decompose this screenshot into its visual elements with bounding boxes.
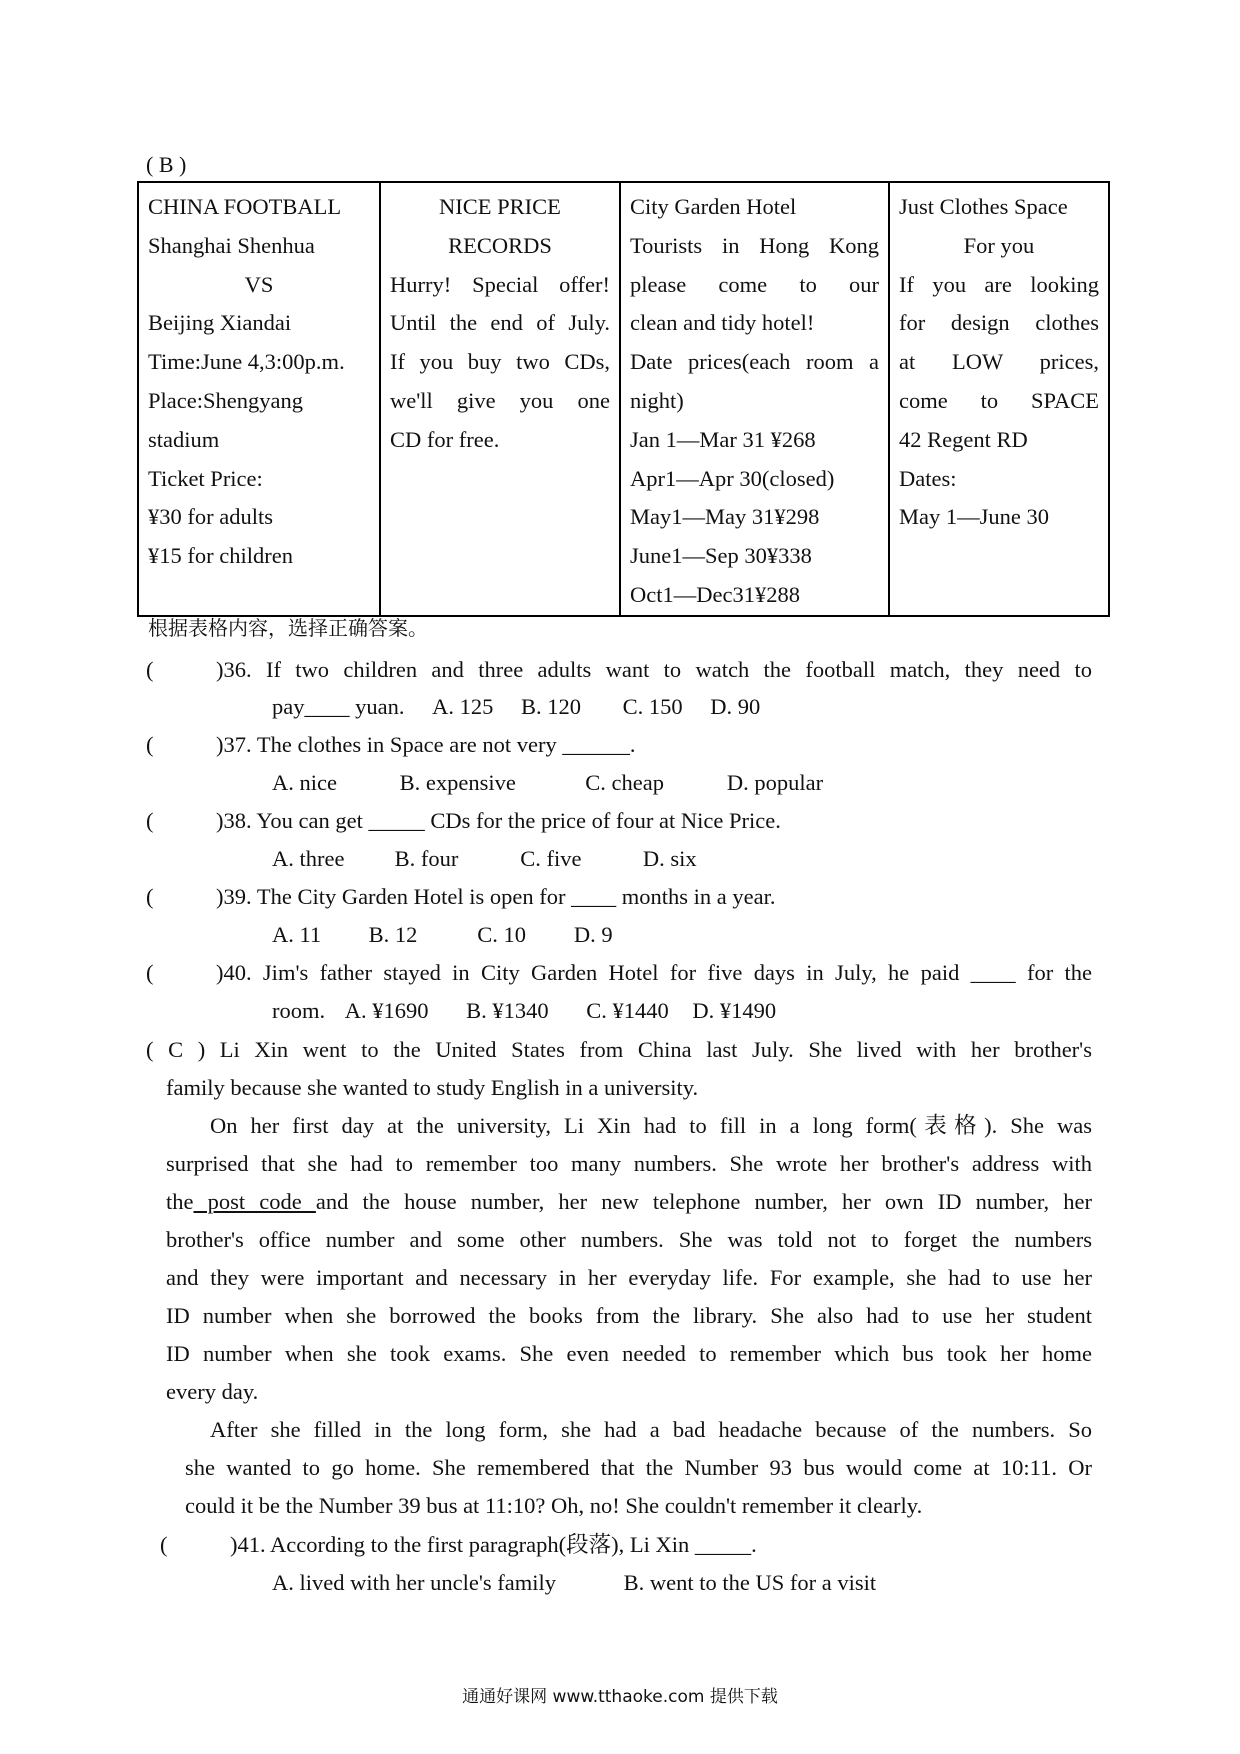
ad-line: 42 Regent RD [899, 426, 1028, 452]
ad-line: ¥30 for adults [148, 504, 273, 530]
option-37-c: C. cheap [585, 770, 664, 795]
ad-line: Oct1—Dec31¥288 [630, 581, 800, 607]
passage-c-p2-line7: ID number when she took exams. She even needed to remember which bus took her home [166, 1341, 1092, 1366]
ad-line: Tourists in Hong Kong [630, 232, 879, 258]
question-40-text: )40. Jim's father stayed in City Garden Hotel for five days in July, he paid ____ for the [216, 960, 1092, 985]
ad-football [138, 182, 380, 616]
answer-bracket: ( [146, 884, 154, 909]
ad-line: CHINA FOOTBALL [148, 194, 342, 219]
option-38-b: B. four [394, 846, 459, 871]
ad-line: If you are looking [899, 271, 1099, 297]
question-38-text: )38. You can get _____ CDs for the price of four at Nice Price. [216, 808, 781, 833]
ad-line: for design clothes [899, 310, 1099, 336]
answer-bracket: ( [146, 657, 154, 682]
ad-line: we'll give you one [390, 387, 610, 413]
answer-bracket: ( [146, 732, 154, 757]
passage-c-p2-line8: every day. [166, 1379, 259, 1404]
passage-c-p2-line4: brother's office number and some other numbers. She was told not to forget the numbers [166, 1227, 1092, 1252]
question-38-options [272, 844, 697, 874]
ad-city-garden-hotel [620, 182, 889, 616]
answer-bracket: ( [146, 808, 154, 833]
section-b-label: ( B ) [146, 152, 187, 177]
passage-c-text: and the house number, her new telephone number, her own ID number, her [315, 1189, 1092, 1214]
question-36-text: )36. If two children and three adults want to watch the football match, they need to [216, 657, 1092, 682]
ad-line: VS [244, 271, 274, 297]
passage-c-p3-line1: After she filled in the long form, she had a bad headache because of the numbers. So [210, 1417, 1092, 1442]
ad-nice-price-records [380, 182, 620, 616]
option-40-b: B. ¥1340 [466, 998, 549, 1023]
option-37-d: D. popular [726, 770, 824, 795]
ad-line: City Garden Hotel [630, 194, 797, 219]
passage-c-p3-line3: could it be the Number 39 bus at 11:10? Oh, no! She couldn't remember it clearly. [185, 1493, 923, 1518]
post-code-underlined: post code [193, 1189, 316, 1214]
question-40-blank-line [272, 996, 776, 1026]
option-41-b: B. went to the US for a visit [623, 1570, 877, 1595]
question-41-options [272, 1568, 876, 1598]
passage-c-p2-line5: and they were important and necessary in her everyday life. For example, she had to use her [166, 1265, 1092, 1290]
ad-line: Beijing Xiandai [148, 310, 292, 336]
ad-line: Until the end of July. [390, 310, 610, 336]
option-36-c: C. 150 [622, 694, 683, 719]
option-40-a: A. ¥1690 [344, 998, 429, 1023]
ad-line: Ticket Price: [148, 465, 263, 491]
passage-c-p2-line1: On her first day at the university, Li Xin had to fill in a long form(表格). She was [210, 1113, 1092, 1138]
passage-c-p3-line2: she wanted to go home. She remembered that the Number 93 bus would come at 10:11. Or [185, 1455, 1092, 1480]
question-36-stem-end: pay____ yuan. [272, 694, 405, 719]
option-38-d: D. six [642, 846, 697, 871]
ad-line: If you buy two CDs, [390, 349, 610, 375]
question-41-text: )41. According to the first paragraph(段落), Li Xin _____. [230, 1532, 757, 1557]
ad-line: clean and tidy hotel! [630, 310, 815, 336]
ad-line: at LOW prices, [899, 349, 1099, 375]
option-36-a: A. 125 [432, 694, 494, 719]
option-39-b: B. 12 [368, 922, 418, 947]
ad-line: NICE PRICE [439, 194, 561, 219]
answer-bracket: ( [160, 1532, 168, 1557]
passage-c-p2-line6: ID number when she borrowed the books from the library. She also had to use her student [166, 1303, 1092, 1328]
option-40-d: D. ¥1490 [692, 998, 777, 1023]
question-37-text: )37. The clothes in Space are not very ______. [216, 732, 636, 757]
question-39-options [272, 920, 613, 950]
ad-line: May1—May 31¥298 [630, 504, 820, 530]
ad-line: Hurry! Special offer! [390, 271, 610, 297]
question-40-stem-end: room. [272, 998, 326, 1023]
option-37-a: A. nice [272, 770, 337, 795]
passage-c-p1-line1: ( C ) Li Xin went to the United States from China last July. She lived with her brother's [146, 1037, 1092, 1062]
option-36-b: B. 120 [520, 694, 581, 719]
question-37-options [272, 768, 823, 798]
ad-line: CD for free. [390, 426, 500, 452]
option-40-c: C. ¥1440 [586, 998, 669, 1023]
ad-line: June1—Sep 30¥338 [630, 543, 812, 569]
ad-line: stadium [148, 426, 220, 452]
ad-line: night) [630, 387, 684, 413]
ad-line: May 1—June 30 [899, 504, 1049, 530]
question-39-text: )39. The City Garden Hotel is open for ____ months in a year. [216, 884, 776, 909]
option-39-c: C. 10 [477, 922, 527, 947]
question-36-blank-line [272, 692, 760, 722]
option-39-d: D. 9 [573, 922, 613, 947]
passage-c-p1-line2: family because she wanted to study English in a university. [166, 1075, 699, 1100]
option-37-b: B. expensive [399, 770, 516, 795]
option-38-c: C. five [520, 846, 582, 871]
ad-line: Shanghai Shenhua [148, 232, 315, 258]
option-38-a: A. three [272, 846, 345, 871]
instruction-text: 根据表格内容，选择正确答案。 [148, 616, 428, 640]
advertisement-table [137, 181, 1110, 617]
passage-c-p2-line3 [166, 1187, 1092, 1217]
footer-source: 通通好课网 www.tthaoke.com 提供下载 [462, 1687, 778, 1707]
ad-line: Time:June 4,3:00p.m. [148, 349, 345, 375]
ad-line: RECORDS [448, 232, 552, 258]
ad-line: Place:Shengyang [148, 387, 303, 413]
ad-line: Apr1—Apr 30(closed) [630, 465, 835, 491]
ad-line: come to SPACE [899, 387, 1099, 413]
ad-line: For you [963, 232, 1035, 258]
option-39-a: A. 11 [272, 922, 322, 947]
passage-c-p2-line2: surprised that she had to remember too many numbers. She wrote her brother's address with [166, 1151, 1092, 1176]
passage-c-text: the [166, 1189, 194, 1214]
option-36-d: D. 90 [710, 694, 761, 719]
ad-line: Date prices(each room a [630, 349, 879, 375]
ad-line: ¥15 for children [148, 543, 293, 569]
ad-line: Just Clothes Space [899, 194, 1068, 219]
ad-just-clothes-space [889, 182, 1109, 616]
option-41-a: A. lived with her uncle's family [272, 1570, 556, 1595]
ad-line: Dates: [899, 465, 957, 491]
ad-line: please come to our [630, 271, 879, 297]
ad-line: Jan 1—Mar 31 ¥268 [630, 426, 816, 452]
answer-bracket: ( [146, 960, 154, 985]
